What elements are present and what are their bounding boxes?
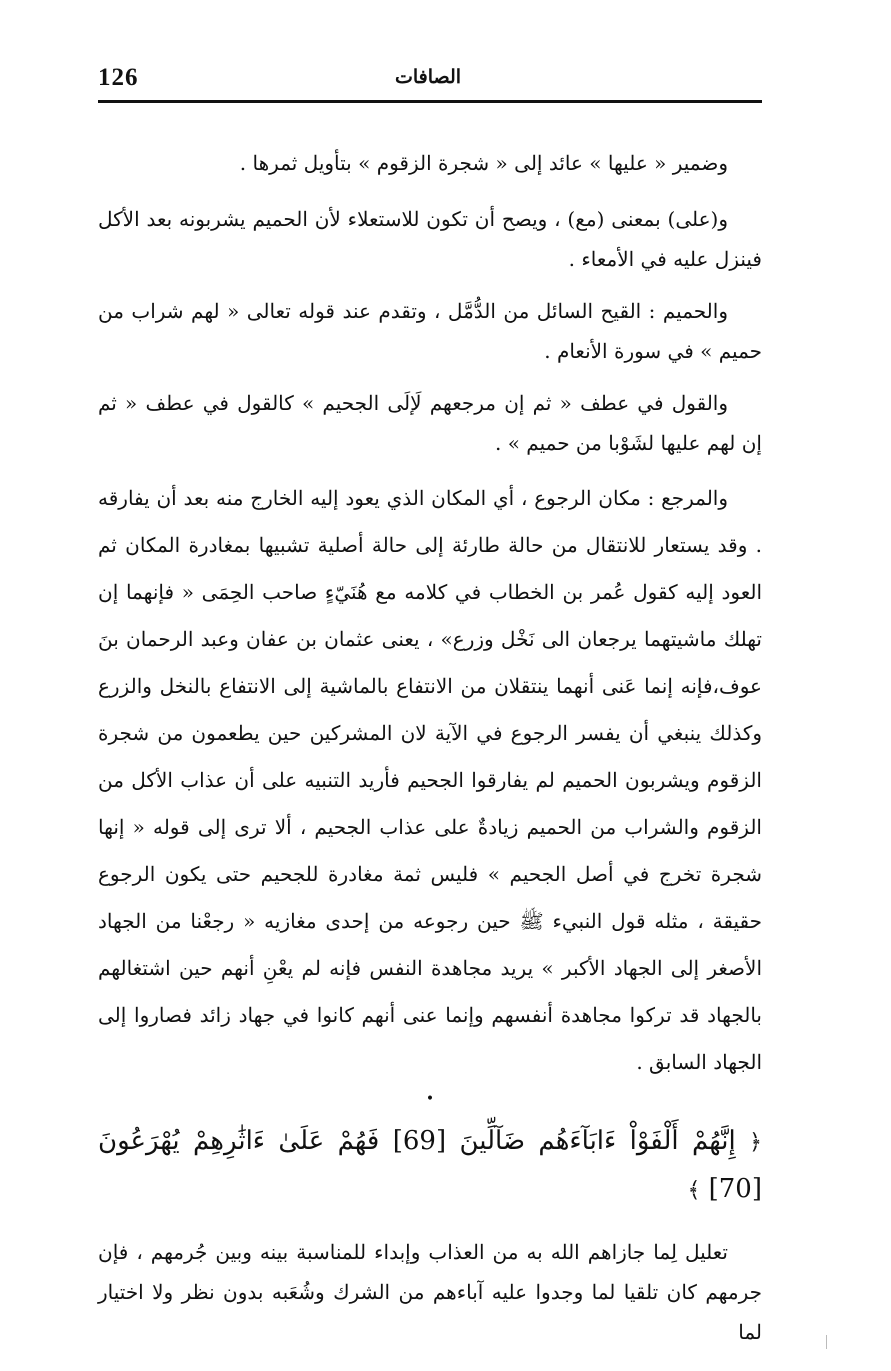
paragraph-tailil: تعليل لِما جازاهم الله به من العذاب وإبداء للمناسبة بينه وبين جُرمهم ، فإن جرمهم كان تلقيا لما وجدوا عليه آباءهم من الشرك وشُعَبه بدون نظر ولا اختيار لما (98, 1240, 762, 1344)
paragraph-pronoun: وضمير « عليها » عائد إلى « شجرة الزقوم » بتأويل ثمرها . (239, 151, 728, 175)
paragraph-ala-meaning: و(على) بمعنى (مع) ، ويصح أن تكون للاستعلاء لأن الحميم يشربونه بعد الأكل فينزل عليه في الأمعاء . (98, 207, 762, 271)
quran-verse (98, 1118, 762, 1214)
verse-open-bracket: ﴿ (749, 1130, 763, 1155)
page-header (98, 58, 762, 98)
verse-text: إِنَّهُمْ أَلْفَوْاْ ءَابَآءَهُم ضَآلِّينَ [69] فَهُمْ عَلَىٰ ءَاثَٰرِهِمْ يُهْرَعُونَ [70] (98, 1126, 762, 1204)
header-rule (98, 100, 762, 103)
scan-mark (826, 1335, 827, 1349)
page-number: 126 (98, 64, 139, 91)
paragraph-atf: والقول في عطف « ثم إن مرجعهم لَإلَى الجحيم » كالقول في عطف « ثم إن لهم عليها لشَوْبا من حميم » . (98, 391, 762, 455)
paragraph-marjia: والمرجع : مكان الرجوع ، أي المكان الذي يعود إليه الخارج منه بعد أن يفارقه . وقد يستعار للانتقال من حالة طارئة إلى حالة أصلية تشبيها بمغادرة المكان ثم العود إليه كقول عُمر بن الخطاب في كلامه مع هُنَيّءٍ صاحب الحِمَى « فإنهما إن تهلك ماشيتهما يرجعان الى نَخْل وزرع» ، يعنى عثمان بن عفان وعبد الرحمان بنَ عوف،فإنه إنما عَنى أنهما ينتقلان من الانتفاع بالماشية إلى الانتفاع بالنخل والزرع وكذلك ينبغي أن يفسر الرجوع في الآية لان المشركين حين يطعمون من شجرة الزقوم ويشربون الحميم لم يفارقوا الجحيم فأريد التنبيه على أن عذاب الأكل من الزقوم والشراب من الحميم زيادةٌ على عذاب الجحيم ، ألا ترى إلى قوله « إنها شجرة تخرج في أصل الجحيم » فليس ثمة مغادرة للجحيم حتى يكون الرجوع حقيقة ، مثله قول النبيء ﷺ حين رجوعه من إحدى مغازيه « رجعْنا من الجهاد الأصغر إلى الجهاد الأكبر » يريد مجاهدة النفس فإنه لم يعْنِ أنهم حين اشتغالهم بالجهاد قد تركوا مجاهدة أنفسهم وإنما عنى أنهم كانوا في جهاد زائد فصاروا إلى الجهاد السابق . (98, 486, 762, 1074)
page-body (98, 140, 762, 1364)
running-title: الصافات (394, 66, 462, 88)
paragraph-hamim: والحميم : القيح السائل من الدُّمَّل ، وتقدم عند قوله تعالى « لهم شراب من حميم » في سورة الأنعام . (98, 299, 762, 363)
section-ornament: • (425, 1091, 435, 1107)
verse-close-bracket: ﴾ (687, 1178, 701, 1203)
